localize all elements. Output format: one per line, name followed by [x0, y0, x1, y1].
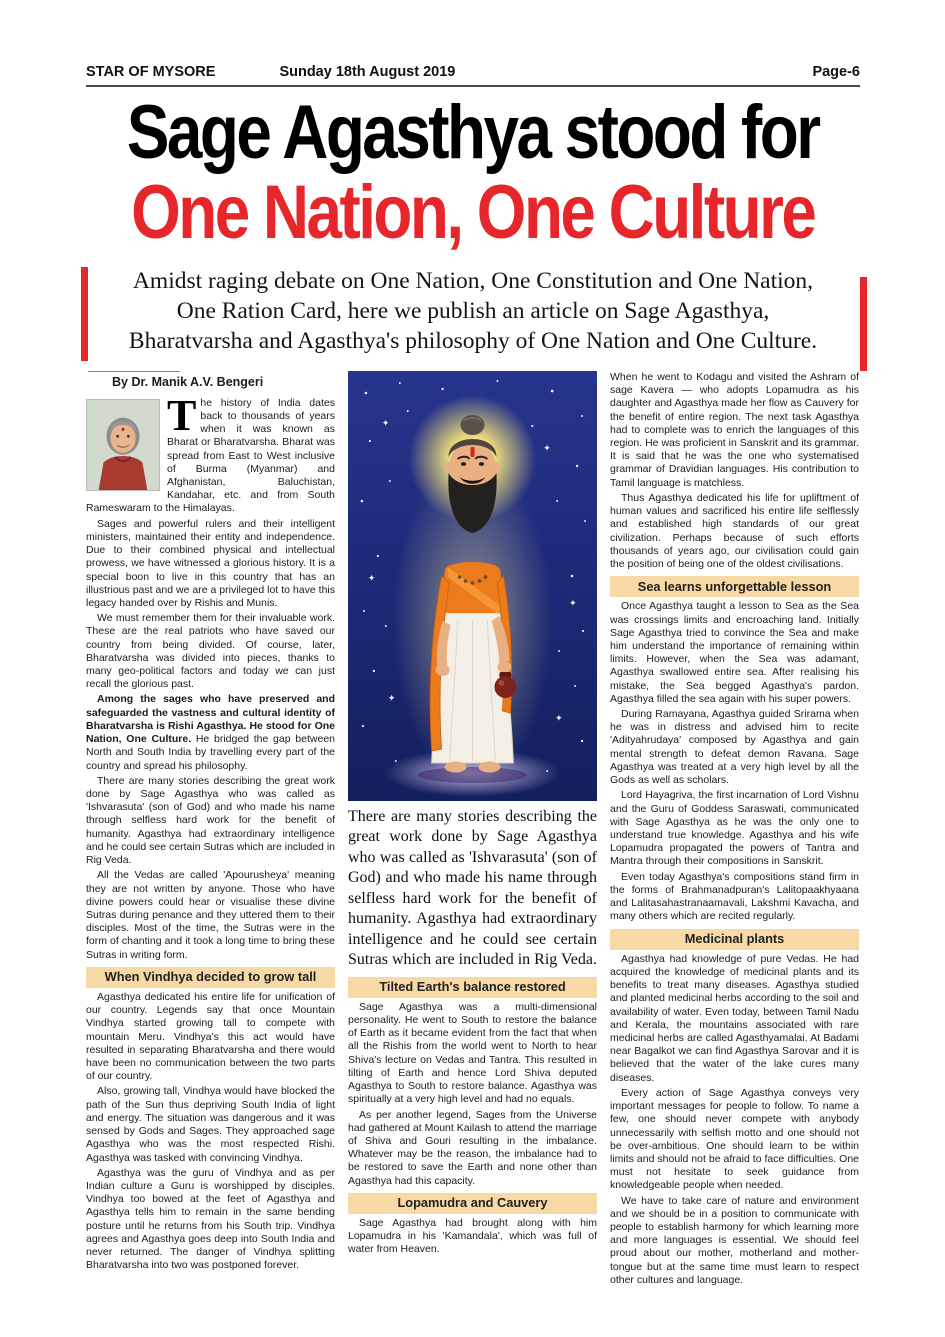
drop-cap: T [167, 390, 197, 440]
svg-text:✦: ✦ [367, 573, 376, 584]
bold-lead: Among the sages who have preserved and safeguarded the vastness and cultural identity of Bharatvarsha is Rishi Agasthya. He stood for One Nation, One Culture. [86, 693, 335, 746]
paragraph: As per another legend, Sages from the Universe had gathered at Mount Kailash to attend the marriage of Shiva and Gouri resulting in the imbalance. Whatever may be the reason, the imbalance had to be restored to save the Earth and none other than Agasthya had this capacity. [348, 1108, 597, 1187]
byline: By Dr. Manik A.V. Bengeri [112, 374, 264, 389]
section-heading-lopamudra: Lopamudra and Cauvery [348, 1193, 597, 1214]
paragraph: Once Agasthya taught a lesson to Sea as the Sea was crossings limits and encroaching land. Initially Sage Agasthya tried to convince the Sea and make him understand the importance of remaining within limits. However, when the Sea was adamant, Agasthya swallowed entire sea. After realising his mistake, the Sea begged Agasthya's pardon. Agasthya filled the sea again with his super powers. [610, 600, 859, 705]
paragraph: Thus Agasthya dedicated his life for upliftment of human values and sacrificed his entire life selflessly and established high standards of our great civilization. Perhaps because of such efforts thousands of years ago, our civilisation could gain the position of being one of the oldest civilisations. [610, 491, 859, 570]
paragraph: Agasthya was the guru of Vindhya and as per Indian culture a Guru is worshipped by disciples. Vindhya too bowed at the feet of Agasthya and Agasthya tells him to remain in the same bending posture until he returns from his South trip. Vindhya agrees and Agasthya goes deep into South India and never returned. The danger of Vindhya splitting Bharatvarsha into two was postponed forever. [86, 1166, 335, 1272]
paragraph: When he went to Kodagu and visited the Ashram of sage Kavera — who adopts Lopamudra as his daughter and Agasthya made her flow as Cauvery for the benefit of entire region. The next task Agasthya had to complete was to enrich the languages of this region. He was proficient in Sanskrit and its grammar. It is said that he was the one who systematised grammar of Dravidian languages. His contribution to Tamil language is matchless. [610, 370, 859, 489]
svg-text:✦: ✦ [569, 598, 577, 609]
paragraph: During Ramayana, Agasthya guided Srirama when he was in distress and advised him to recite 'Adityahrudaya' composed by Agasthya and gain mental strength to defeat demon Ravana. Sage Agasthya was treated at a very high level by all the Gods as well as scholars. [610, 708, 859, 787]
paragraph: We must remember them for their invaluable work. These are the real patriots who have saved our country from being divided. Of course, later, Bharatvarsha was divided into pieces, thanks to many geo-political factors and today we can just recall the glorious past. [86, 612, 335, 691]
column-middle [348, 371, 597, 1289]
paragraph: There are many stories describing the great work done by Sage Agasthya who was called as 'Ishvarasuta' (son of God) and who made his name through selfless hard work for the benefit of humanity. Agasthya had extraordinary intelligence and he could see certain Sutras which are included in Rig Veda. [86, 774, 335, 867]
paragraph: Even today Agasthya's compositions stand firm in the forms of Brahmanadpuran's Lalitopaakhyaana and Lalitasahastranaamavali, Lakshmi Kavacha, and many others which are recited regularly. [610, 870, 859, 923]
paper-name: STAR OF MYSORE [86, 64, 216, 80]
paragraph: Sage Agasthya was a multi-dimensional personality. He went to South to restore the balance of Earth as it became evident from the fact that when all the Rishis from the world went to North to hear Shiva's lecture on Vedas and Tantra. This resulted in tilting of Earth and hence Lord Shiva deputed Agasthya to South to restore balance. Agasthya was spiritually at a very high level and had no equals. [348, 1000, 597, 1106]
section-heading-vindhya: When Vindhya decided to grow tall [86, 967, 335, 988]
paragraph: Sage Agasthya had brought along with him Lopamudra in his 'Kamandala', which was full of water from Heaven. [348, 1216, 597, 1256]
paragraph: Agasthya dedicated his entire life for unification of our country. Legends say that once Mountain Vindhya started growing tall to compete with mountain Meru. Vindhya's this act would have resulted in separating Bharatvarsha and there would have been no communication between the two parts of our country. [86, 990, 335, 1083]
page-number: Page-6 [812, 64, 860, 80]
section-heading-tilted-earth: Tilted Earth's balance restored [348, 977, 597, 998]
pull-quote: There are many stories describing the great work done by Sage Agasthya who was called as 'Ishvarasuta' (son of God) and who made his name through selfless hard work for the benefit of humanity. Agasthya had extraordinary intelligence and he could see certain Sutras which are included in Rig Veda. [348, 807, 597, 969]
issue-date: Sunday 18th August 2019 [279, 64, 456, 80]
article-columns [86, 371, 860, 1289]
sage-illustration [348, 371, 597, 801]
intro-rule-right [860, 277, 867, 371]
intro-block [86, 265, 860, 359]
svg-text:✦: ✦ [543, 443, 551, 454]
column-right [610, 371, 859, 1289]
sage-illustration-image [348, 371, 597, 801]
paragraph: Sages and powerful rulers and their intelligent ministers, maintained their entity and independence. Due to their combined physical and intellectual prowess, we have witnessed a glorious history. It is a special boon to live in this country that has an illustrious past and we are a privileged lot to have this legacy handed over by Rishis and Munis. [86, 517, 335, 609]
paragraph: Also, growing tall, Vindhya would have blocked the path of the Sun thus depriving South India of light and energy. The situation was dangerous and it was sensed by Gods and Sages. They approached sage Agasthya who was the most respected Rishi. Agasthya was tasked with convincing Vindhya. [86, 1085, 335, 1164]
paragraph: Among the sages who have preserved and safeguarded the vastness and cultural identity of Bharatvarsha is Rishi Agasthya. He stood for One Nation, One Culture. He bridged the gap between North and South India by travelling every part of the country and spread his philosophy. [86, 693, 335, 772]
masthead [86, 64, 860, 87]
standfirst: Amidst raging debate on One Nation, One Constitution and One Nation, One Ration Card, here we publish an article on Sage Agasthya, Bharatvarsha and Agasthya's philosophy of One Nation and One Culture. [128, 268, 818, 355]
paragraph: All the Vedas are called 'Apourusheya' meaning they are not written by anyone. Those who have divine powers could hear or visualise these divine Sutras during penance and they uttered them to their disciples. Most of the time, the Sutras were in the form of chanting and it took a long time to bring these Sutras in writing form. [86, 869, 335, 961]
section-heading-sea: Sea learns unforgettable lesson [610, 576, 859, 597]
paragraph: he history of India dates back to thousands of years when it was known as Bharat or Bharatvarsha. Bharat was spread from East to West inclusive of Burma (Myanmar) and Afghanistan, Baluchistan, Kandahar, etc. and from South Rameswaram to the Himalayas. [86, 396, 335, 515]
svg-text:✦: ✦ [381, 418, 390, 429]
headline-line2: One Nation, One Culture [131, 170, 815, 256]
svg-text:✦: ✦ [387, 693, 396, 704]
section-heading-medicinal: Medicinal plants [610, 929, 859, 950]
byline-rule [88, 371, 180, 372]
column-left [86, 371, 335, 1289]
paragraph: Every action of Sage Agasthya conveys very important messages for people to follow. To name a few, one should never compete with anybody unnecessarily with selfish motto and one should not be over-ambitious. One should learn to be within limits and should not be afraid to face difficulties. One must not hesitate to seek guidance from knowledgeable people when needed. [610, 1086, 859, 1192]
headline-line1: Sage Agasthya stood for [127, 90, 819, 175]
paragraph: We have to take care of nature and environment and we should be in a position to communicate with people to establish harmony for which learning more and more languages is essential. We should feel proud about our mother, motherland and mother-tongue but at the same time must learn to respect other cultures and language. [610, 1194, 859, 1286]
paragraph: Lord Hayagriva, the first incarnation of Lord Vishnu and the Guru of Goddess Saraswati, communicated with Sage Agasthya as he was the only one to understand true knowledge. Agasthya and his wife Lopamudra propagated the powers of Tantra and Mantra through their compositions in Sanskrit. [610, 789, 859, 868]
intro-rule-left [81, 267, 88, 361]
paragraph: Agasthya had knowledge of pure Vedas. He had acquired the knowledge of medicinal plants and its benefits to treat many diseases. Agasthya studied and planted medicinal herbs according to the soil and availability of water. Even today, between Tamil Nadu and Kerala, the mountains associated with rare medicinal herbs are called Agasthyamalai. At Badami near Bagalkot we can find Agasthya Sarovar and it is believed that the water of the lake cures many diseases. [610, 952, 859, 1084]
svg-text:✦: ✦ [555, 713, 563, 724]
author-photo-image [87, 400, 159, 490]
author-photo [86, 399, 160, 491]
